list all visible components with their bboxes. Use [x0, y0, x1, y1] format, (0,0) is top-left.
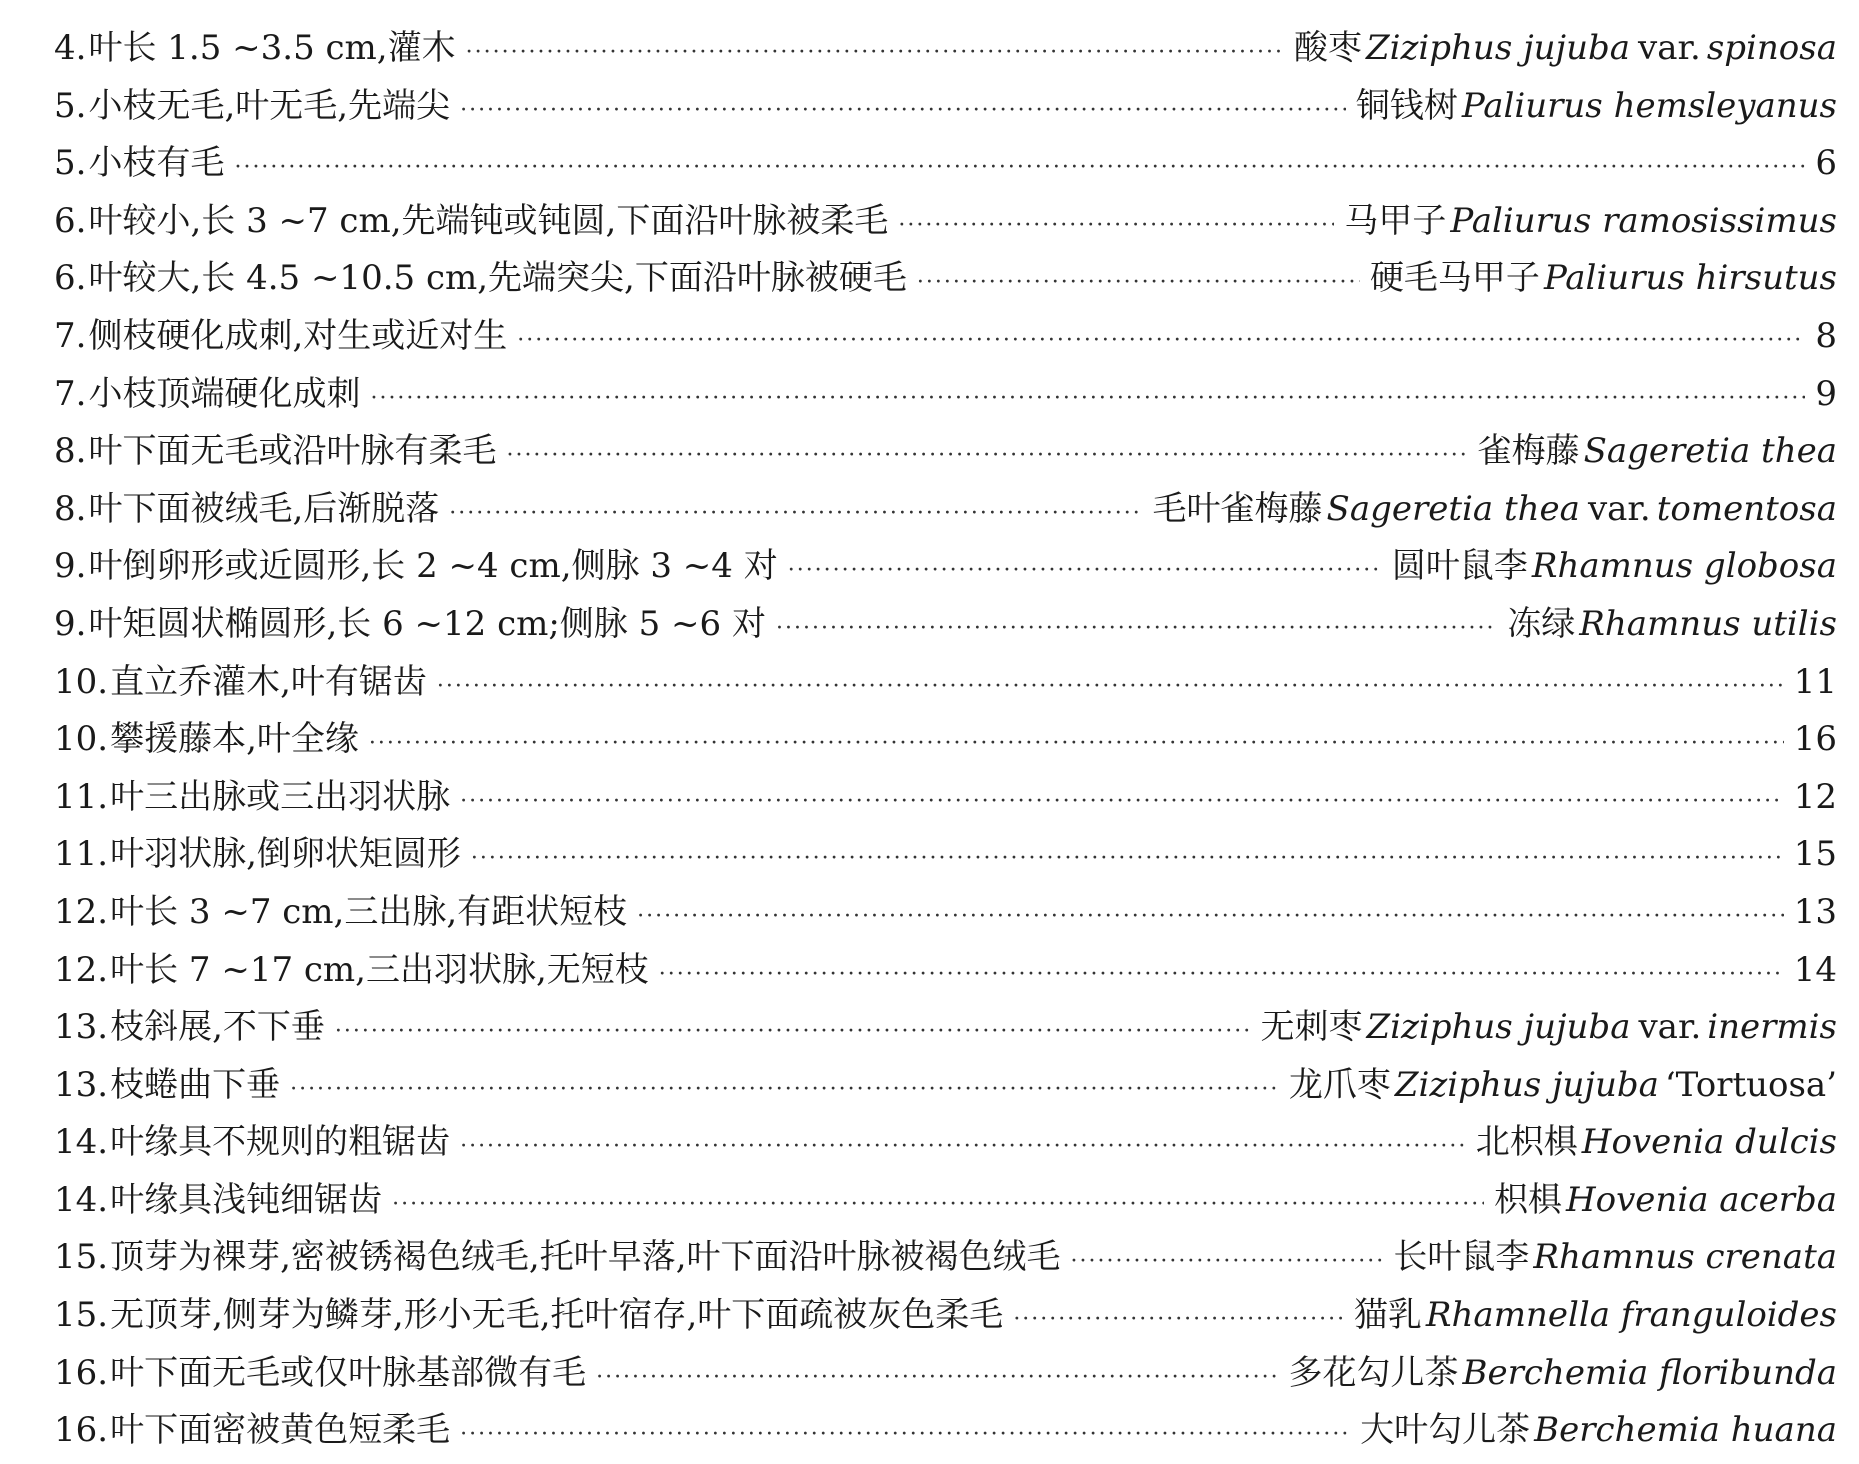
dot-leader	[659, 946, 1784, 1004]
couplet-number: 16.	[54, 1352, 109, 1393]
chinese-name: 猫乳	[1353, 1295, 1422, 1336]
key-result	[1354, 1287, 1837, 1345]
couplet-description: 叶倒卵形或近圆形,长 2 ~4 cm,侧脉 3 ~4 对	[88, 546, 778, 587]
dot-leader	[290, 1061, 1279, 1119]
couplet-description: 顶芽为裸芽,密被锈褐色绒毛,托叶早落,叶下面沿叶脉被褐色绒毛	[110, 1237, 1061, 1278]
infraspecific-epithet: spinosa	[1706, 28, 1837, 68]
identification-key	[54, 20, 1837, 1460]
couplet-description: 叶下面被绒毛,后渐脱落	[88, 488, 440, 529]
chinese-name: 长叶鼠李	[1393, 1237, 1530, 1278]
key-row	[54, 596, 1837, 654]
latin-name: Paliurus ramosissimus	[1450, 200, 1837, 241]
couplet-number: 6.	[54, 200, 87, 241]
couplet-description: 叶下面密被黄色短柔毛	[110, 1410, 451, 1451]
key-result	[1289, 1057, 1837, 1115]
couplet-number: 4.	[54, 28, 87, 68]
couplet-number: 15.	[54, 1295, 109, 1336]
key-row	[54, 1229, 1837, 1287]
go-to-couplet: 14	[1793, 949, 1837, 990]
couplet-number: 6.	[54, 258, 87, 299]
key-row	[54, 481, 1837, 539]
couplet-description: 直立乔灌木,叶有锯齿	[110, 661, 427, 702]
chinese-name: 大叶勾儿茶	[1360, 1410, 1531, 1451]
couplet-number: 11.	[54, 834, 109, 875]
latin-name: Ziziphus jujuba	[1365, 28, 1630, 68]
couplet-description: 小枝无毛,叶无毛,先端尖	[88, 85, 451, 126]
latin-name: Ziziphus jujuba	[1394, 1064, 1659, 1105]
latin-name: Paliurus hirsutus	[1543, 258, 1837, 299]
couplet-description: 叶下面无毛或沿叶脉有柔毛	[88, 431, 497, 472]
couplet-number: 11.	[54, 776, 109, 817]
dot-leader	[596, 1349, 1278, 1407]
couplet-number: 9.	[54, 603, 87, 644]
infraspecific-epithet: tomentosa	[1656, 488, 1837, 529]
key-result	[1794, 711, 1837, 769]
chinese-name: 马甲子	[1344, 200, 1447, 241]
key-result	[1815, 135, 1837, 193]
key-row	[54, 20, 1837, 78]
key-row	[54, 711, 1837, 769]
infraspecific-epithet: inermis	[1707, 1007, 1837, 1048]
key-row	[54, 1402, 1837, 1460]
chinese-name: 无刺枣	[1260, 1007, 1363, 1048]
key-result	[1794, 826, 1837, 884]
key-row	[54, 1172, 1837, 1230]
key-result	[1294, 20, 1837, 78]
dot-leader	[335, 1003, 1251, 1061]
chinese-name: 硬毛马甲子	[1369, 258, 1540, 299]
key-result	[1393, 1229, 1837, 1287]
couplet-description: 叶长 1.5 ~3.5 cm,灌木	[88, 28, 456, 68]
dot-leader	[370, 370, 1805, 428]
key-result	[1478, 423, 1837, 481]
chinese-name: 枳椇	[1493, 1179, 1562, 1220]
key-result	[1344, 193, 1837, 251]
key-result	[1507, 596, 1837, 654]
couplet-description: 枝蜷曲下垂	[110, 1064, 281, 1105]
key-result	[1392, 538, 1837, 596]
infraspecific-rank: var.	[1587, 488, 1651, 529]
dot-leader	[449, 485, 1142, 543]
dot-leader	[1071, 1233, 1384, 1291]
go-to-couplet: 8	[1815, 315, 1837, 356]
couplet-description: 小枝顶端硬化成刺	[88, 373, 361, 414]
couplet-number: 5.	[54, 85, 87, 126]
dot-leader	[517, 312, 1805, 370]
key-result	[1360, 1402, 1837, 1460]
dot-leader	[234, 139, 1805, 197]
latin-name: Paliurus hemsleyanus	[1461, 85, 1837, 126]
dot-leader	[460, 773, 1784, 831]
go-to-couplet: 16	[1793, 719, 1837, 760]
key-row	[54, 78, 1837, 136]
couplet-description: 叶下面无毛或仅叶脉基部微有毛	[110, 1352, 587, 1393]
couplet-number: 9.	[54, 546, 87, 587]
key-row	[54, 366, 1837, 424]
key-row	[54, 999, 1837, 1057]
go-to-couplet: 6	[1815, 143, 1837, 184]
latin-name: Rhamnus crenata	[1533, 1237, 1837, 1278]
dot-leader	[466, 24, 1284, 82]
key-result	[1794, 942, 1837, 1000]
dot-leader	[471, 830, 1784, 888]
key-row	[54, 769, 1837, 827]
key-row	[54, 942, 1837, 1000]
latin-name: Sageretia thea	[1326, 488, 1580, 529]
chinese-name: 圆叶鼠李	[1391, 546, 1528, 587]
chinese-name: 龙爪枣	[1288, 1064, 1391, 1105]
couplet-number: 13.	[54, 1007, 109, 1048]
key-result	[1794, 884, 1837, 942]
couplet-description: 攀援藤本,叶全缘	[110, 719, 359, 760]
dot-leader	[460, 1406, 1350, 1464]
key-row	[54, 826, 1837, 884]
couplet-description: 叶矩圆状椭圆形,长 6 ~12 cm;侧脉 5 ~6 对	[88, 603, 766, 644]
dot-leader	[637, 888, 1784, 946]
dot-leader	[460, 82, 1346, 140]
go-to-couplet: 13	[1793, 891, 1837, 932]
cultivar-name: ‘Tortuosa’	[1664, 1064, 1837, 1105]
chinese-name: 冻绿	[1507, 603, 1576, 644]
chinese-name: 铜钱树	[1355, 85, 1458, 126]
couplet-number: 14.	[54, 1179, 109, 1220]
couplet-description: 枝斜展,不下垂	[110, 1007, 325, 1048]
key-result	[1815, 308, 1837, 366]
go-to-couplet: 15	[1793, 834, 1837, 875]
key-row	[54, 1057, 1837, 1115]
go-to-couplet: 9	[1815, 373, 1837, 414]
dot-leader	[1013, 1291, 1344, 1349]
couplet-description: 叶羽状脉,倒卵状矩圆形	[110, 834, 461, 875]
key-result	[1815, 366, 1837, 424]
key-result	[1794, 654, 1837, 712]
key-row	[54, 1287, 1837, 1345]
key-row	[54, 135, 1837, 193]
couplet-description: 侧枝硬化成刺,对生或近对生	[88, 315, 508, 356]
go-to-couplet: 11	[1793, 661, 1837, 702]
key-row	[54, 654, 1837, 712]
couplet-description: 叶缘具浅钝细锯齿	[110, 1179, 383, 1220]
couplet-number: 14.	[54, 1122, 109, 1163]
couplet-number: 8.	[54, 488, 87, 529]
latin-name: Berchemia floribunda	[1462, 1352, 1837, 1393]
chinese-name: 多花勾儿茶	[1288, 1352, 1459, 1393]
couplet-description: 叶较小,长 3 ~7 cm,先端钝或钝圆,下面沿叶脉被柔毛	[88, 200, 889, 241]
couplet-description: 小枝有毛	[88, 143, 225, 184]
dot-leader	[392, 1176, 1484, 1234]
latin-name: Ziziphus jujuba	[1366, 1007, 1631, 1048]
latin-name: Sageretia thea	[1583, 431, 1837, 472]
dot-leader	[437, 658, 1784, 716]
couplet-number: 7.	[54, 373, 87, 414]
couplet-number: 10.	[54, 719, 109, 760]
couplet-number: 12.	[54, 949, 109, 990]
chinese-name: 雀梅藤	[1477, 431, 1580, 472]
key-result	[1153, 481, 1837, 539]
key-result	[1260, 999, 1837, 1057]
couplet-number: 10.	[54, 661, 109, 702]
chinese-name: 毛叶雀梅藤	[1152, 488, 1323, 529]
couplet-number: 12.	[54, 891, 109, 932]
couplet-description: 叶较大,长 4.5 ~10.5 cm,先端突尖,下面沿叶脉被硬毛	[88, 258, 907, 299]
dot-leader	[460, 1118, 1466, 1176]
couplet-number: 13.	[54, 1064, 109, 1105]
couplet-description: 叶长 7 ~17 cm,三出羽状脉,无短枝	[110, 949, 649, 990]
infraspecific-rank: var.	[1638, 28, 1701, 68]
key-row	[54, 538, 1837, 596]
dot-leader	[776, 600, 1497, 658]
couplet-description: 叶三出脉或三出羽状脉	[110, 776, 451, 817]
latin-name: Berchemia huana	[1534, 1410, 1837, 1451]
couplet-number: 7.	[54, 315, 87, 356]
dot-leader	[506, 427, 1467, 485]
latin-name: Rhamnella franguloides	[1425, 1295, 1837, 1336]
key-result	[1356, 78, 1837, 136]
go-to-couplet: 12	[1793, 776, 1837, 817]
dot-leader	[898, 197, 1334, 255]
key-result	[1370, 250, 1837, 308]
key-row	[54, 193, 1837, 251]
latin-name: Hovenia dulcis	[1581, 1122, 1837, 1163]
key-result	[1794, 769, 1837, 827]
chinese-name: 酸枣	[1293, 28, 1362, 68]
dot-leader	[788, 542, 1382, 600]
key-row	[54, 308, 1837, 366]
key-row	[54, 1114, 1837, 1172]
couplet-description: 叶缘具不规则的粗锯齿	[110, 1122, 451, 1163]
couplet-number: 8.	[54, 431, 87, 472]
key-row	[54, 1345, 1837, 1403]
dot-leader	[917, 254, 1360, 312]
key-row	[54, 250, 1837, 308]
couplet-number: 16.	[54, 1410, 109, 1451]
couplet-number: 15.	[54, 1237, 109, 1278]
key-result	[1476, 1114, 1837, 1172]
couplet-description: 叶长 3 ~7 cm,三出脉,有距状短枝	[110, 891, 628, 932]
couplet-description: 无顶芽,侧芽为鳞芽,形小无毛,托叶宿存,叶下面疏被灰色柔毛	[110, 1295, 1004, 1336]
dot-leader	[369, 715, 1784, 773]
key-row	[54, 884, 1837, 942]
latin-name: Rhamnus utilis	[1579, 603, 1837, 644]
chinese-name: 北枳椇	[1475, 1122, 1578, 1163]
latin-name: Rhamnus globosa	[1531, 546, 1837, 587]
couplet-number: 5.	[54, 143, 87, 184]
infraspecific-rank: var.	[1638, 1007, 1702, 1048]
key-result	[1289, 1345, 1837, 1403]
key-result	[1494, 1172, 1837, 1230]
latin-name: Hovenia acerba	[1565, 1179, 1837, 1220]
key-row	[54, 423, 1837, 481]
